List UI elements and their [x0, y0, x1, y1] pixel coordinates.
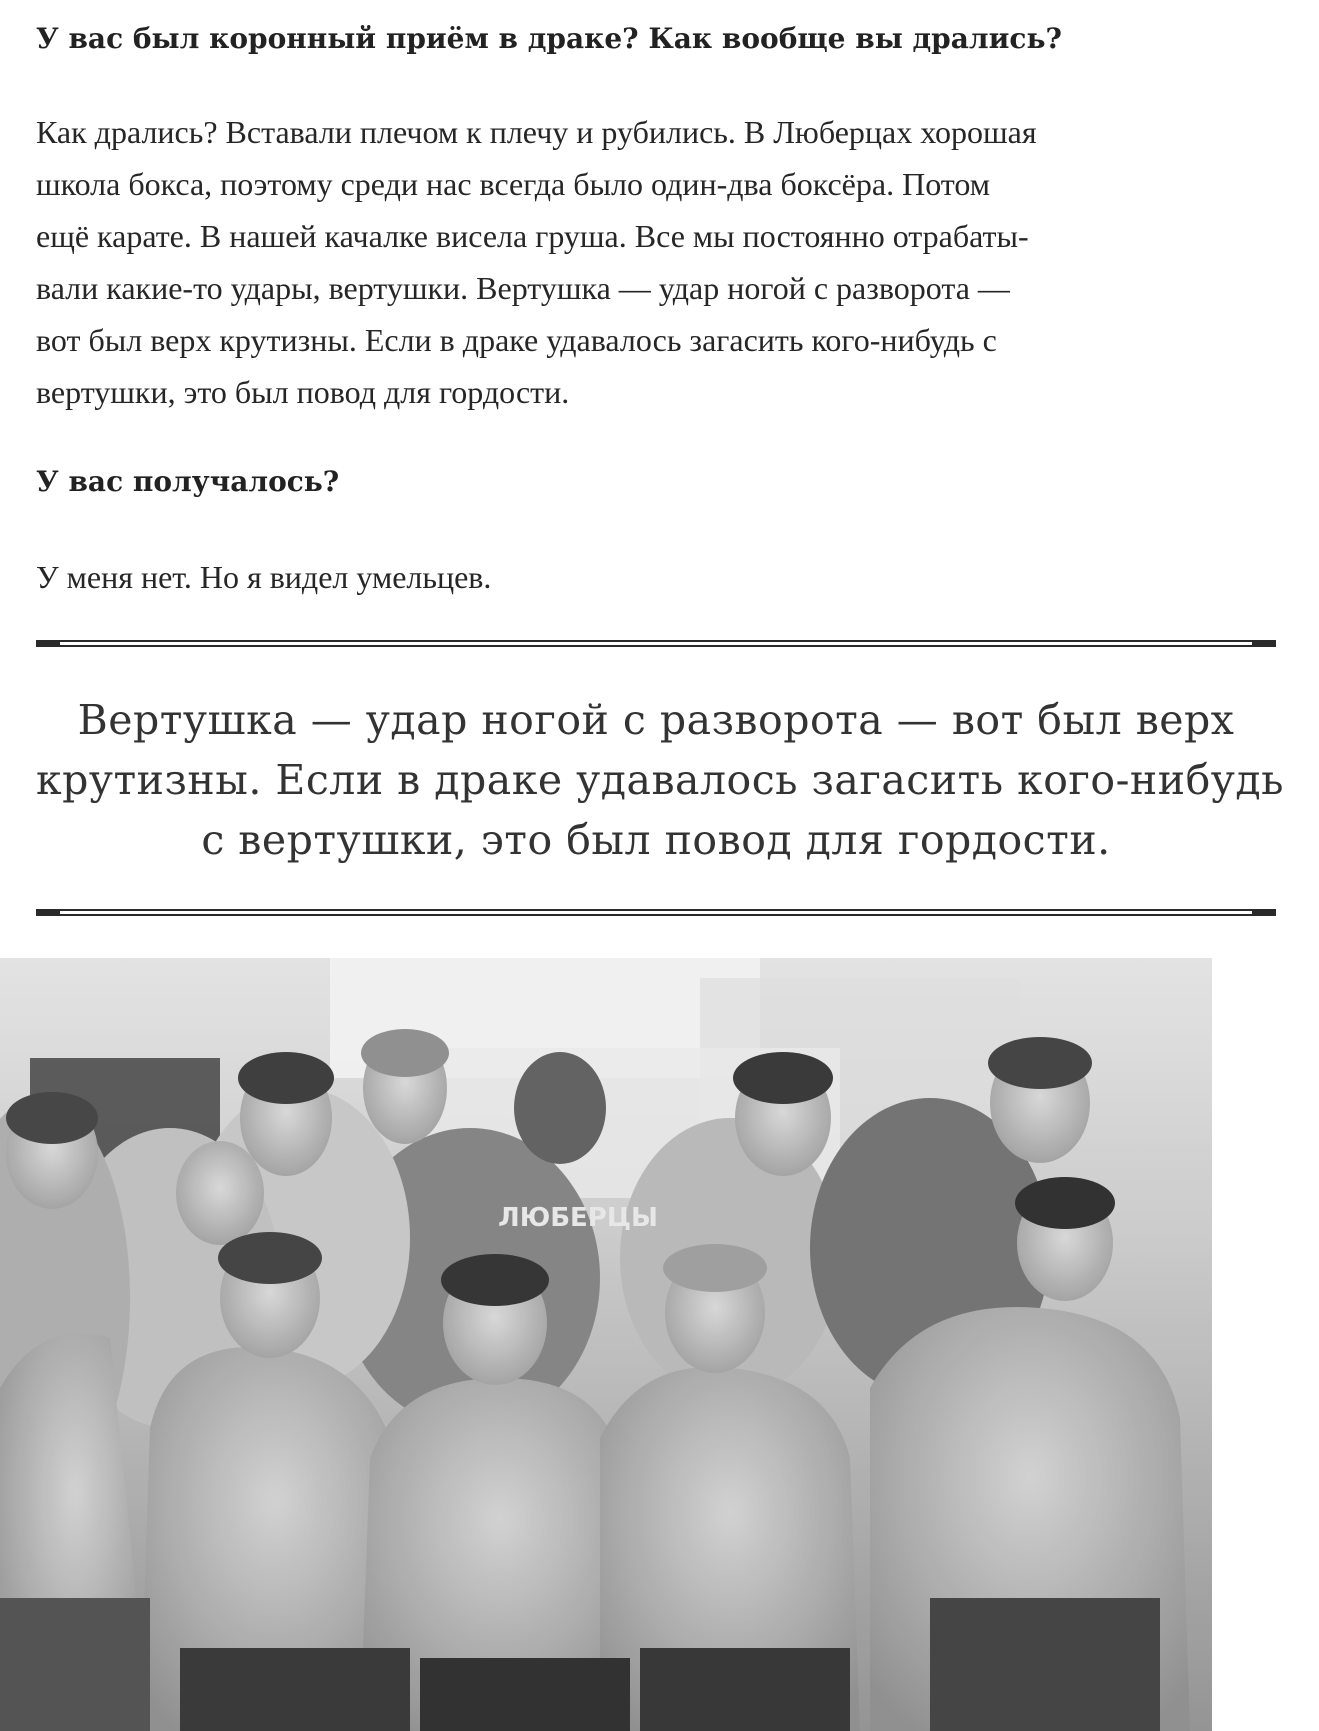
- answer-line: Как дрались? Вставали плечом к плечу и рубились. В Люберцах хорошая: [36, 114, 1037, 150]
- question-did-it-work: У вас получалось?: [36, 465, 340, 498]
- pullquote-line: Вертушка — удар ногой с разворота — вот был верх: [77, 696, 1235, 744]
- answer-line: вертушки, это был повод для гордости.: [36, 374, 570, 410]
- pullquote-bottom-rule: [36, 909, 1276, 917]
- answer-line: школа бокса, поэтому среди нас всегда было один-два боксёра. Потом: [36, 166, 990, 202]
- answer-line: вали какие-то удары, вертушки. Вертушка — удар ногой с разворота —: [36, 270, 1010, 306]
- pullquote-line: с вертушки, это был повод для гордости.: [201, 816, 1111, 864]
- question-signature-move: У вас был коронный приём в драке? Как вообще вы дрались?: [36, 22, 1062, 55]
- group-photo: [0, 958, 1212, 1731]
- answer-how-fought: [36, 106, 1037, 418]
- jacket-lettering: ЛЮБЕРЦЫ: [498, 1203, 658, 1233]
- pullquote-line: крутизны. Если в драке удавалось загасить кого-нибудь: [36, 756, 1284, 804]
- answer-no: У меня нет. Но я видел умельцев.: [36, 559, 492, 595]
- answer-line: вот был верх крутизны. Если в драке удавалось загасить кого-нибудь с: [36, 322, 997, 358]
- pullquote: [36, 690, 1284, 870]
- answer-line: ещё карате. В нашей качалке висела груша. Все мы постоянно отрабаты-: [36, 218, 1029, 254]
- pullquote-top-rule: [36, 640, 1276, 648]
